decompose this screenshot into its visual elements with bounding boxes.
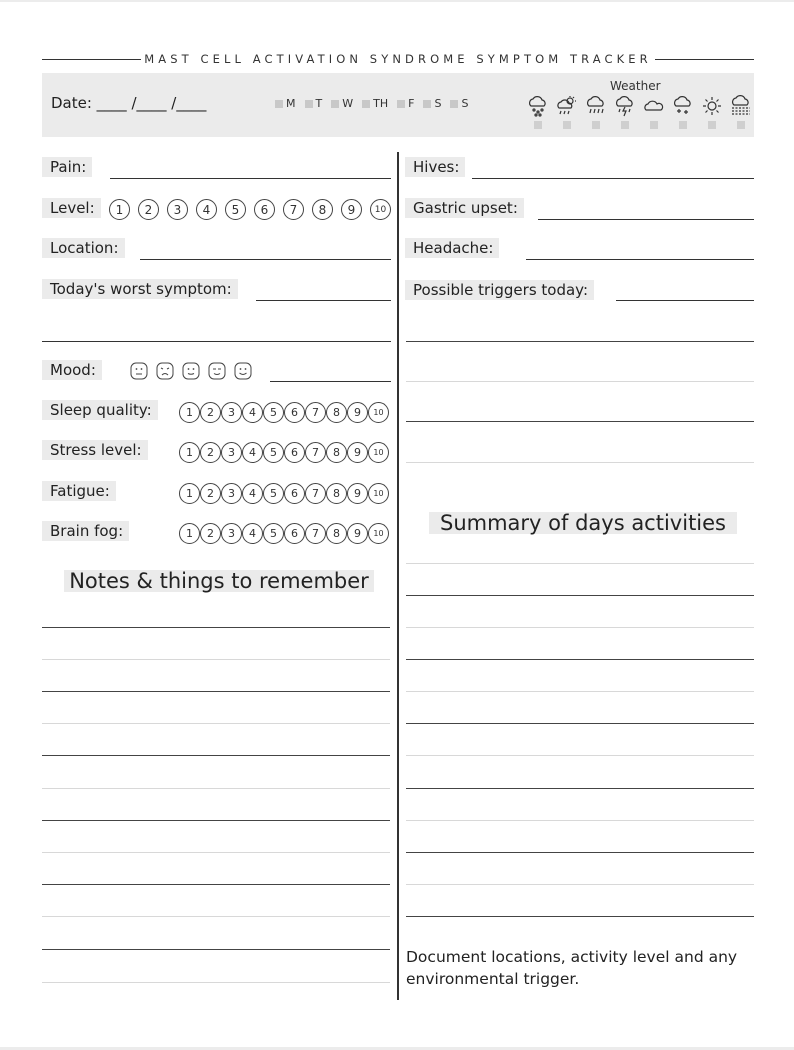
weekday-label: M	[286, 97, 296, 110]
summary-heading: Summary of days activities	[429, 512, 737, 534]
summary-line[interactable]	[406, 852, 754, 853]
weekday-checkbox[interactable]	[362, 100, 370, 108]
column-divider	[397, 152, 399, 1000]
summary-line[interactable]	[406, 627, 754, 628]
summary-line[interactable]	[406, 916, 754, 917]
rating-circle[interactable]: 2	[200, 402, 221, 423]
thunderstorm-icon	[613, 95, 637, 117]
rating-circle[interactable]: 8	[326, 483, 347, 504]
weekday-option	[305, 97, 323, 110]
rating-circle[interactable]: 10	[368, 483, 389, 504]
rating-circle[interactable]: 8	[326, 523, 347, 544]
rating-circle[interactable]: 9	[341, 199, 362, 220]
possible-triggers-label: Possible triggers today:	[405, 280, 594, 300]
hail-cloud-icon	[526, 95, 550, 117]
weather-option	[641, 95, 666, 129]
rating-circle[interactable]: 6	[254, 199, 275, 220]
notes-line[interactable]	[42, 723, 390, 724]
stress-level-label: Stress level:	[42, 440, 148, 460]
pain-field[interactable]	[110, 178, 391, 179]
rating-circle[interactable]: 4	[242, 442, 263, 463]
rating-circle[interactable]: 5	[263, 402, 284, 423]
summary-line[interactable]	[406, 884, 754, 885]
rating-circle[interactable]: 8	[326, 402, 347, 423]
weather-checkbox[interactable]	[737, 121, 745, 129]
rating-circle[interactable]: 7	[305, 442, 326, 463]
hives-field[interactable]	[472, 178, 754, 179]
notes-line[interactable]	[42, 884, 390, 885]
notes-line[interactable]	[42, 659, 390, 660]
rating-circle[interactable]: 2	[200, 442, 221, 463]
snow-cloud-icon	[671, 95, 695, 117]
rating-circle[interactable]: 1	[179, 523, 200, 544]
summary-line[interactable]	[406, 691, 754, 692]
rating-circle[interactable]: 1	[179, 402, 200, 423]
worst-symptom-label: Today's worst symptom:	[42, 279, 238, 299]
weekday-checkbox[interactable]	[331, 100, 339, 108]
wind-rain-icon	[729, 95, 753, 117]
weekday-option	[331, 97, 353, 110]
header-band	[42, 73, 754, 137]
title-rule-left	[42, 59, 141, 60]
fatigue-scale	[179, 483, 389, 504]
summary-line[interactable]	[406, 659, 754, 660]
notes-line[interactable]	[42, 982, 390, 983]
location-label: Location:	[42, 238, 125, 258]
weather-label: Weather	[610, 79, 661, 93]
rating-circle[interactable]: 10	[368, 523, 389, 544]
rating-circle[interactable]: 1	[109, 199, 130, 220]
slight-smile-face-icon[interactable]	[182, 362, 200, 380]
rating-circle[interactable]: 9	[347, 483, 368, 504]
trigger-line[interactable]	[406, 462, 754, 463]
stress-level-scale	[179, 442, 389, 463]
worst-symptom-field-line2[interactable]	[42, 341, 391, 342]
possible-triggers-field[interactable]	[616, 300, 754, 301]
weather-options	[525, 95, 753, 129]
title-row	[42, 50, 754, 68]
weekday-checkbox[interactable]	[423, 100, 431, 108]
rating-circle[interactable]: 6	[284, 483, 305, 504]
summary-line[interactable]	[406, 788, 754, 789]
weekday-label: S	[461, 97, 469, 110]
notes-line[interactable]	[42, 627, 390, 628]
weekday-checkbox[interactable]	[275, 100, 283, 108]
rating-circle[interactable]: 2	[200, 523, 221, 544]
rating-circle[interactable]: 2	[138, 199, 159, 220]
notes-line[interactable]	[42, 755, 390, 756]
summary-line[interactable]	[406, 755, 754, 756]
weather-option	[728, 95, 753, 129]
sleep-quality-scale	[179, 402, 389, 423]
weather-option	[583, 95, 608, 129]
weather-option	[612, 95, 637, 129]
rating-circle[interactable]: 3	[221, 483, 242, 504]
rating-circle[interactable]: 8	[312, 199, 333, 220]
mood-label: Mood:	[42, 360, 102, 380]
mood-faces	[130, 362, 252, 380]
rating-circle[interactable]: 7	[283, 199, 304, 220]
hives-label: Hives:	[405, 157, 465, 177]
weather-checkbox[interactable]	[679, 121, 687, 129]
brain-fog-label: Brain fog:	[42, 521, 129, 541]
weekday-label: S	[434, 97, 442, 110]
weekday-label: F	[408, 97, 415, 110]
weather-option	[670, 95, 695, 129]
weekday-option	[275, 97, 296, 110]
rating-circle[interactable]: 9	[347, 442, 368, 463]
rating-circle[interactable]: 1	[179, 442, 200, 463]
trigger-line[interactable]	[406, 421, 754, 422]
fatigue-label: Fatigue:	[42, 481, 116, 501]
sun-rain-cloud-icon	[555, 95, 579, 117]
notes-heading: Notes & things to remember	[64, 570, 374, 592]
rating-circle[interactable]: 3	[221, 523, 242, 544]
location-field[interactable]	[140, 259, 391, 260]
weekday-checkbox[interactable]	[305, 100, 313, 108]
weather-option	[554, 95, 579, 129]
weekday-label: T	[315, 97, 323, 110]
neutral-face-icon[interactable]	[130, 362, 148, 380]
weather-option	[699, 95, 724, 129]
weather-checkbox[interactable]	[592, 121, 600, 129]
rating-circle[interactable]: 9	[347, 523, 368, 544]
weather-checkbox[interactable]	[708, 121, 716, 129]
calm-face-icon[interactable]	[208, 362, 226, 380]
rating-circle[interactable]: 10	[368, 402, 389, 423]
weekday-option	[362, 97, 388, 110]
gastric-upset-label: Gastric upset:	[405, 198, 524, 218]
rating-circle[interactable]: 3	[221, 402, 242, 423]
notes-line[interactable]	[42, 788, 390, 789]
rating-circle[interactable]: 4	[242, 483, 263, 504]
title-rule-right	[655, 59, 754, 60]
level-label: Level:	[42, 198, 101, 218]
summary-line[interactable]	[406, 820, 754, 821]
rating-circle[interactable]: 7	[305, 402, 326, 423]
tracker-page	[0, 2, 794, 1047]
sleep-quality-label: Sleep quality:	[42, 400, 158, 420]
summary-line[interactable]	[406, 723, 754, 724]
rating-circle[interactable]: 5	[263, 483, 284, 504]
headache-field[interactable]	[526, 259, 754, 260]
weekday-checkboxes	[275, 97, 468, 110]
weather-checkbox[interactable]	[650, 121, 658, 129]
sad-face-icon[interactable]	[156, 362, 174, 380]
rating-circle[interactable]: 6	[284, 442, 305, 463]
rating-circle[interactable]: 9	[347, 402, 368, 423]
brain-fog-scale	[179, 523, 389, 544]
sun-icon	[700, 95, 724, 117]
rating-circle[interactable]: 10	[370, 199, 391, 220]
notes-line[interactable]	[42, 916, 390, 917]
weather-option	[525, 95, 550, 129]
rating-circle[interactable]: 3	[221, 442, 242, 463]
rating-circle[interactable]: 4	[242, 523, 263, 544]
rating-circle[interactable]: 6	[284, 523, 305, 544]
weather-checkbox[interactable]	[563, 121, 571, 129]
mood-field[interactable]	[270, 381, 391, 382]
weekday-option	[423, 97, 441, 110]
weekday-checkbox[interactable]	[450, 100, 458, 108]
rating-circle[interactable]: 4	[196, 199, 217, 220]
level-scale	[109, 199, 391, 220]
gastric-upset-field[interactable]	[538, 219, 754, 220]
weekday-option	[450, 97, 468, 110]
footnote: Document locations, activity level and any environmental trigger.	[406, 948, 738, 988]
rating-circle[interactable]: 3	[167, 199, 188, 220]
weekday-label: W	[342, 97, 354, 110]
rating-circle[interactable]: 5	[263, 442, 284, 463]
worst-symptom-field[interactable]	[256, 300, 391, 301]
pain-label: Pain:	[42, 157, 92, 177]
weather-checkbox[interactable]	[534, 121, 542, 129]
rating-circle[interactable]: 1	[179, 483, 200, 504]
rating-circle[interactable]: 4	[242, 402, 263, 423]
rating-circle[interactable]: 7	[305, 523, 326, 544]
cloud-icon	[642, 95, 666, 117]
headache-label: Headache:	[405, 238, 499, 258]
weekday-checkbox[interactable]	[397, 100, 405, 108]
trigger-line[interactable]	[406, 381, 754, 382]
notes-line[interactable]	[42, 949, 390, 950]
notes-line[interactable]	[42, 820, 390, 821]
rating-circle[interactable]: 2	[200, 483, 221, 504]
rating-circle[interactable]: 5	[263, 523, 284, 544]
weekday-option	[397, 97, 414, 110]
weather-checkbox[interactable]	[621, 121, 629, 129]
rating-circle[interactable]: 6	[284, 402, 305, 423]
smile-face-icon[interactable]	[234, 362, 252, 380]
notes-line[interactable]	[42, 691, 390, 692]
rain-cloud-icon	[584, 95, 608, 117]
notes-line[interactable]	[42, 852, 390, 853]
summary-line[interactable]	[406, 563, 754, 564]
summary-line[interactable]	[406, 595, 754, 596]
trigger-line[interactable]	[406, 341, 754, 342]
rating-circle[interactable]: 7	[305, 483, 326, 504]
rating-circle[interactable]: 5	[225, 199, 246, 220]
weekday-label: TH	[373, 97, 389, 110]
rating-circle[interactable]: 8	[326, 442, 347, 463]
rating-circle[interactable]: 10	[368, 442, 389, 463]
page-title: MAST CELL ACTIVATION SYNDROME SYMPTOM TRACKER	[144, 52, 652, 66]
date-field[interactable]: Date: ____ /____ /____	[51, 94, 207, 112]
